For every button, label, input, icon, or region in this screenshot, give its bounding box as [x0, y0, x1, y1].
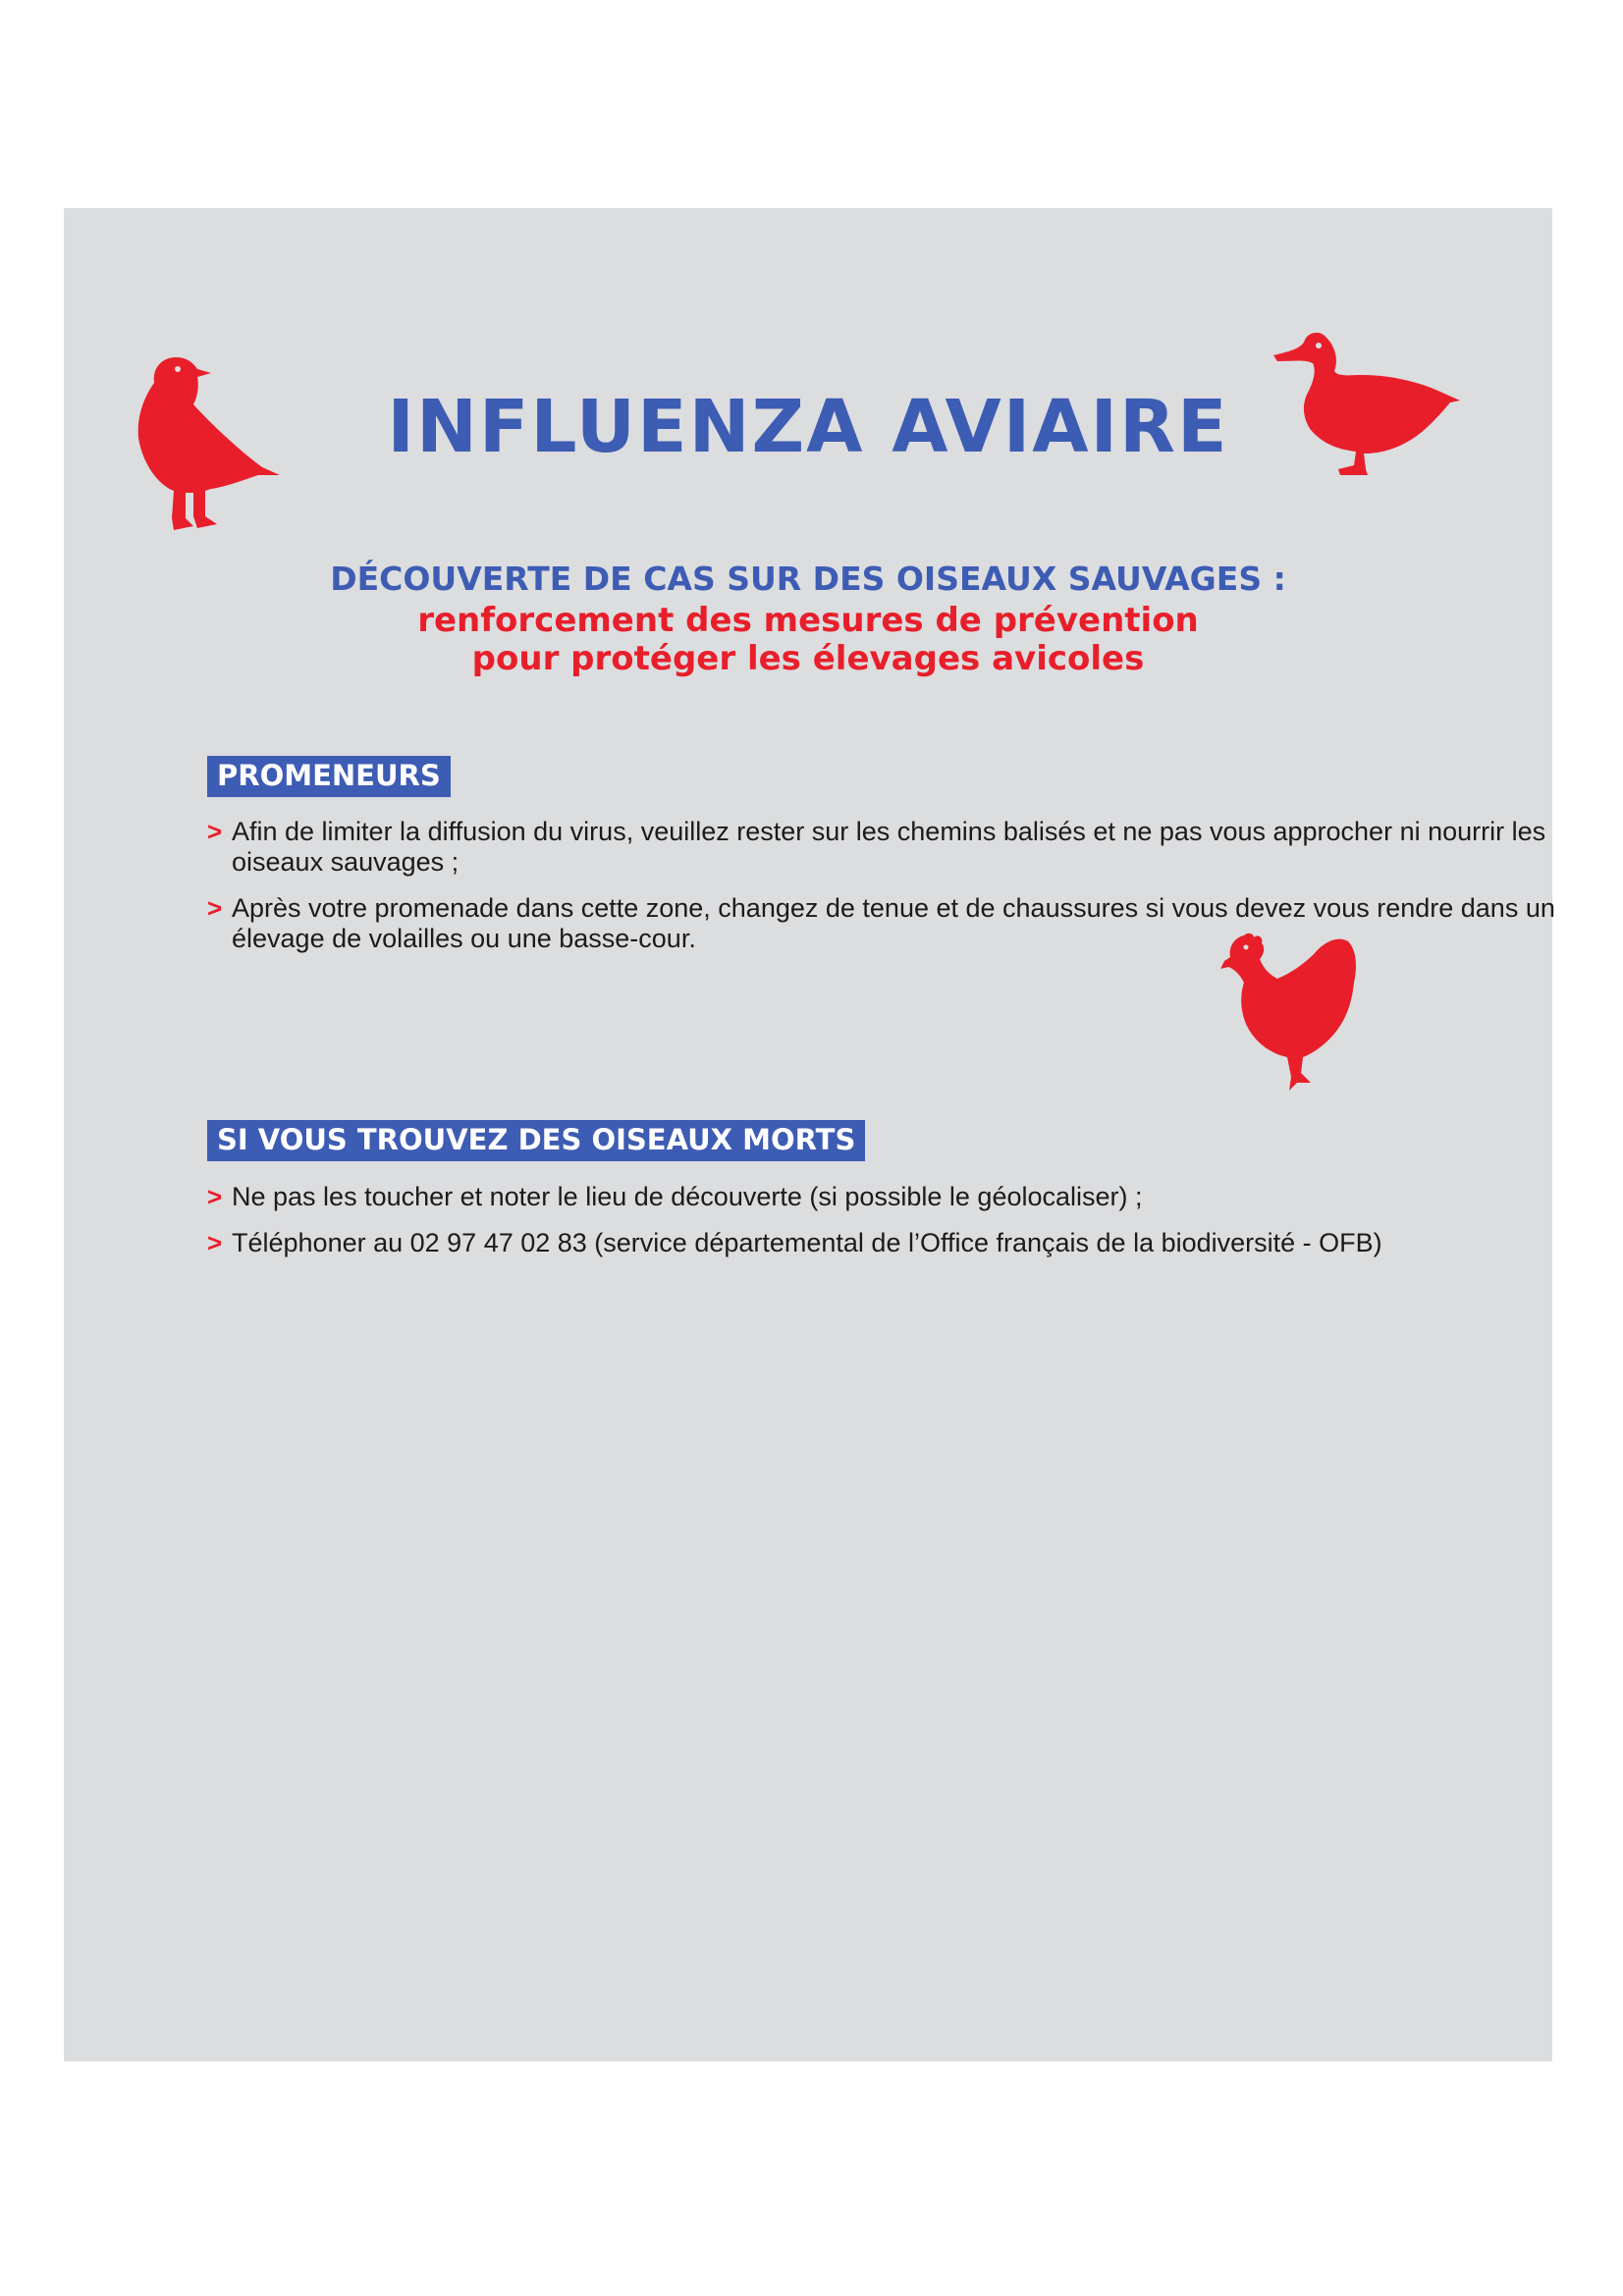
promeneurs-list	[207, 817, 1562, 970]
list-item	[207, 817, 1562, 878]
chevron-right-icon: >	[207, 1228, 223, 1257]
list-item-text: Téléphoner au 02 97 47 02 83 (service départemental de l’Office français de la biodiversité - OFB)	[232, 1228, 1382, 1257]
info-panel	[64, 208, 1555, 2061]
section-heading-promeneurs: PROMENEURS	[207, 756, 451, 797]
oiseaux-morts-list	[207, 1182, 1562, 1274]
list-item-text: Ne pas les toucher et noter le lieu de découverte (si possible le géolocaliser) ;	[232, 1182, 1143, 1211]
chevron-right-icon: >	[207, 893, 223, 923]
list-item	[207, 1228, 1562, 1258]
subtitle-line-1: renforcement des mesures de prévention	[417, 601, 1199, 640]
page-title: INFLUENZA AVIAIRE	[387, 385, 1229, 469]
subtitle-line-2: pour protéger les élevages avicoles	[471, 639, 1145, 678]
subtitle: DÉCOUVERTE DE CAS SUR DES OISEAUX SAUVAGES :	[330, 560, 1286, 598]
list-item	[207, 893, 1562, 954]
chevron-right-icon: >	[207, 1182, 223, 1211]
chevron-right-icon: >	[207, 817, 223, 846]
list-item	[207, 1182, 1562, 1212]
section-heading-oiseaux-morts: SI VOUS TROUVEZ DES OISEAUX MORTS	[207, 1120, 865, 1161]
list-item-text: Après votre promenade dans cette zone, changez de tenue et de chaussures si vous devez vous rendre dans un élevage de volailles ou une basse-cour.	[232, 893, 1555, 953]
list-item-text: Afin de limiter la diffusion du virus, veuillez rester sur les chemins balisés et ne pas vous approcher ni nourrir les oiseaux sauvages ;	[232, 817, 1546, 877]
